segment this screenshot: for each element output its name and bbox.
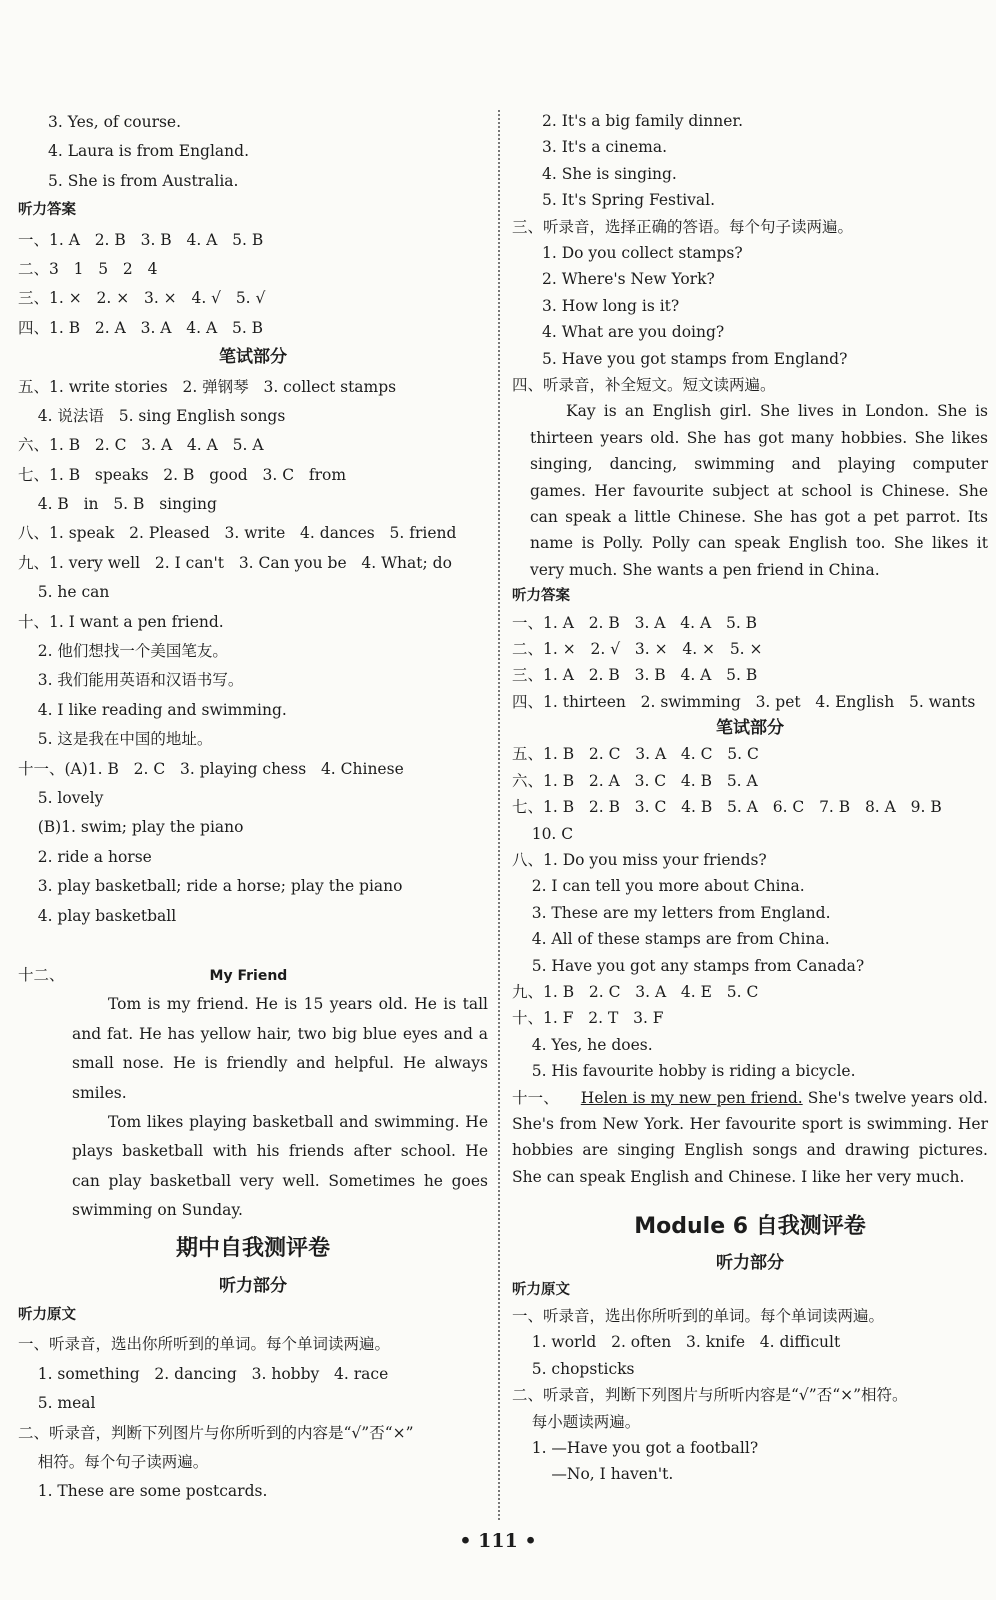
answer-line: 六、1. B 2. A 3. C 4. B 5. A — [512, 771, 758, 790]
answer-line: 2. 他们想找一个美国笔友。 — [18, 642, 228, 661]
column-divider — [498, 110, 500, 1520]
answer-line: 3. It's a cinema. — [542, 138, 668, 157]
answer-line: 5. She is from Australia. — [48, 171, 239, 190]
question-line: 一、听录音，选出你所听到的单词。每个单词读两遍。 — [512, 1306, 885, 1325]
answer-line: 九、1. very well 2. I can't 3. Can you be 4. What; do — [18, 553, 452, 572]
answer-line: 5. Have you got any stamps from Canada? — [512, 956, 865, 975]
question-line: —No, I haven't. — [512, 1465, 674, 1484]
question-line: 5. chopsticks — [512, 1359, 635, 1378]
section-title: 听力部分 — [219, 1275, 287, 1296]
answer-line: 4. play basketball — [18, 906, 177, 925]
test-title: Module 6 自我测评卷 — [634, 1214, 866, 1240]
answer-line: 3. 我们能用英语和汉语书写。 — [18, 671, 244, 690]
answer-line: 4. All of these stamps are from China. — [512, 930, 830, 949]
question-line: 1. Do you collect stamps? — [542, 243, 743, 262]
passage-paragraph: Kay is an English girl. She lives in London. She is thirteen years old. She has got many hobbies. She likes singing, dancing, swimming and playing computer games. Her favourite subject at school is Chinese. She can speak a little Chinese. She has got a pet parrot. Its name is Polly. Polly can speak English too. She likes it very much. She wants a pen friend in China. — [530, 402, 988, 579]
section-title: 笔试部分 — [219, 347, 287, 368]
answer-line: 2. I can tell you more about China. — [512, 877, 805, 896]
answer-line: 十、1. I want a pen friend. — [18, 612, 224, 631]
answer-line: 4. She is singing. — [542, 164, 677, 183]
question-line: 5. meal — [18, 1394, 96, 1413]
question-line: 1. world 2. often 3. knife 4. difficult — [512, 1333, 841, 1352]
answer-line: 4. 说法语 5. sing English songs — [18, 406, 286, 425]
answer-line: 3. Yes, of course. — [48, 113, 182, 131]
answer-line: 一、1. A 2. B 3. A 4. A 5. B — [512, 613, 758, 632]
answer-line: 六、1. B 2. C 3. A 4. A 5. A — [18, 436, 264, 455]
answer-line: 2. It's a big family dinner. — [542, 112, 744, 130]
answer-line: 三、1. A 2. B 3. B 4. A 5. B — [512, 666, 758, 685]
answer-line: 七、1. B speaks 2. B good 3. C from — [18, 465, 347, 484]
answer-line: 4. Laura is from England. — [48, 142, 250, 161]
section-heading: 听力答案 — [512, 588, 570, 605]
answer-line: 五、1. B 2. C 3. A 4. C 5. C — [512, 745, 759, 764]
question-line: 2. Where's New York? — [542, 270, 715, 289]
question-line: 二、听录音，判断下列图片与你所听到的内容是“√”否“×” — [18, 1423, 414, 1442]
question-line: 1. —Have you got a football? — [512, 1438, 759, 1457]
answer-line: 5. he can — [18, 583, 110, 602]
question-line: 二、听录音，判断下列图片与所听内容是“√”否“×”相符。 — [512, 1386, 908, 1405]
question-line: 三、听录音，选择正确的答语。每个句子读两遍。 — [512, 217, 854, 236]
answer-line: 五、1. write stories 2. 弹钢琴 3. collect stamps — [18, 377, 397, 396]
answer-line: 2. ride a horse — [18, 847, 152, 866]
section-heading: 听力答案 — [18, 202, 76, 219]
answer-line: 一、1. A 2. B 3. B 4. A 5. B — [18, 230, 264, 249]
essay-paragraph: Tom likes playing basketball and swimming. He plays basketball with his friends after school. He can play basketball very well. Sometimes he goes swimming on Sunday. — [72, 1112, 488, 1220]
answer-line: 八、1. speak 2. Pleased 3. write 4. dances 5. friend — [18, 524, 457, 543]
answer-line: 5. 这是我在中国的地址。 — [18, 730, 213, 749]
answer-line: 十、1. F 2. T 3. F — [512, 1009, 664, 1028]
answer-line: 3. play basketball; ride a horse; play the piano — [18, 877, 403, 896]
answer-line: 三、1. × 2. × 3. × 4. √ 5. √ — [18, 289, 266, 308]
question-line: 相符。每个句子读两遍。 — [18, 1452, 209, 1471]
essay-number: 十一、 — [512, 1088, 559, 1107]
question-line: 四、听录音，补全短文。短文读两遍。 — [512, 375, 776, 394]
essay-number: 十二、 — [18, 965, 65, 984]
answer-line: (B)1. swim; play the piano — [18, 818, 244, 837]
answer-line: 4. B in 5. B singing — [18, 495, 217, 514]
essay-header — [18, 961, 488, 990]
answer-line: 八、1. Do you miss your friends? — [512, 851, 767, 870]
question-line: 一、听录音，选出你所听到的单词。每个单词读两遍。 — [18, 1335, 391, 1354]
page-number: • 111 • — [459, 1530, 537, 1552]
question-line: 5. Have you got stamps from England? — [542, 349, 848, 368]
answer-line: 5. His favourite hobby is riding a bicycle. — [512, 1062, 856, 1081]
answer-line: 3. These are my letters from England. — [512, 903, 831, 922]
section-title: 听力部分 — [716, 1253, 784, 1274]
answer-line: 七、1. B 2. B 3. C 4. B 5. A 6. C 7. B 8. A 9. B — [512, 798, 942, 817]
answer-line: 10. C — [512, 824, 574, 843]
answer-line: 4. Yes, he does. — [512, 1035, 653, 1054]
answer-line: 十一、(A)1. B 2. C 3. playing chess 4. Chinese — [18, 759, 404, 778]
answer-line: 四、1. B 2. A 3. A 4. A 5. B — [18, 318, 264, 337]
section-title: 笔试部分 — [716, 718, 784, 739]
underlined-sentence: Helen is my new pen friend. — [580, 1088, 803, 1107]
answer-line: 二、3 1 5 2 4 — [18, 259, 158, 278]
answer-line: 4. I like reading and swimming. — [18, 700, 287, 719]
essay-title: My Friend — [209, 967, 288, 984]
question-line: 1. something 2. dancing 3. hobby 4. race — [18, 1364, 389, 1383]
answer-line: 九、1. B 2. C 3. A 4. E 5. C — [512, 983, 759, 1001]
left-column — [18, 108, 488, 1507]
question-line: 4. What are you doing? — [542, 323, 725, 342]
essay-paragraph: Tom is my friend. He is 15 years old. He is tall and fat. He has yellow hair, two big blue eyes and a small nose. He is friendly and helpful. He always smiles. — [72, 995, 488, 1102]
question-line: 3. How long is it? — [542, 296, 680, 315]
essay-text: She's twelve years old. She's from New York. Her favourite sport is swimming. Her hobbies are singing English songs and drawing pictures. She can speak English and Chinese. I like her very much. — [512, 1088, 988, 1186]
essay-paragraph — [512, 1085, 988, 1191]
answer-line: 四、1. thirteen 2. swimming 3. pet 4. English 5. wants — [512, 692, 976, 711]
answer-line: 二、1. × 2. √ 3. × 4. × 5. × — [512, 639, 763, 658]
question-line: 1. These are some postcards. — [18, 1482, 268, 1501]
answer-line: 5. lovely — [18, 788, 104, 807]
right-column — [512, 108, 988, 1488]
section-heading: 听力原文 — [18, 1306, 76, 1323]
test-title: 期中自我测评卷 — [175, 1235, 330, 1261]
section-heading: 听力原文 — [512, 1281, 570, 1298]
question-line: 每小题读两遍。 — [512, 1412, 641, 1431]
answer-line: 5. It's Spring Festival. — [542, 191, 716, 210]
